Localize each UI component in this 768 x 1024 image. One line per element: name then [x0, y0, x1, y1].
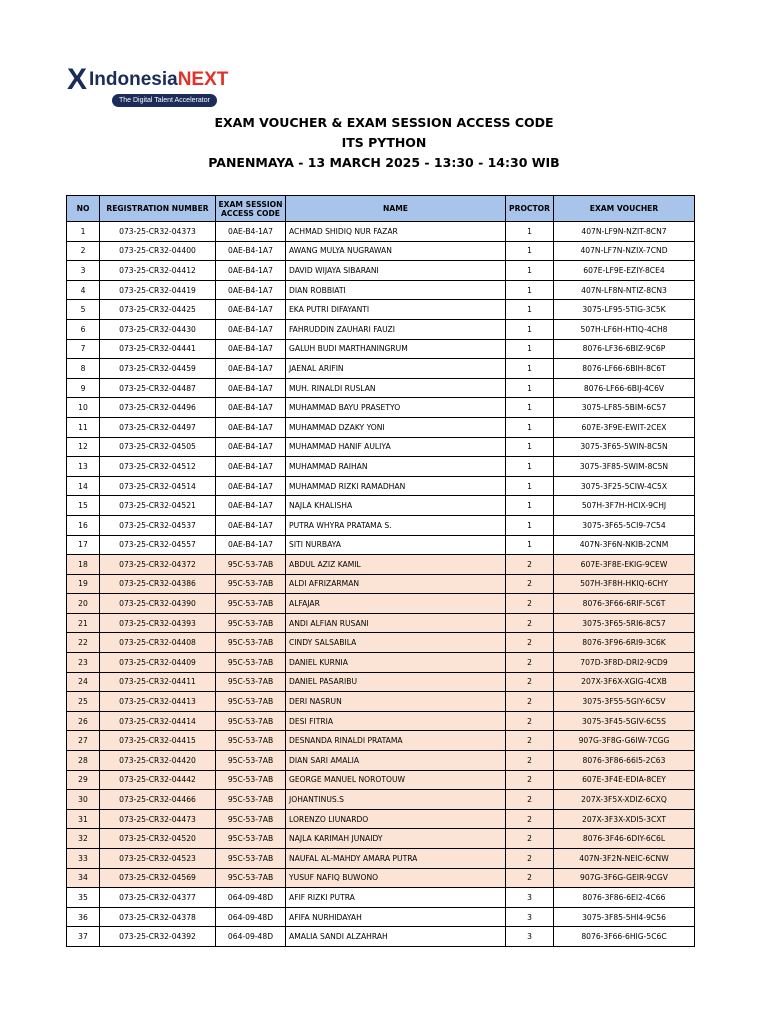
cell-proctor: 1 [506, 222, 554, 242]
cell-name: NAJLA KHALISHA [286, 496, 506, 516]
cell-name: ALDI AFRIZARMAN [286, 574, 506, 594]
cell-name: DESNANDA RINALDI PRATAMA [286, 731, 506, 751]
cell-proctor: 1 [506, 476, 554, 496]
cell-exam-voucher: 3075-3F25-5CIW-4C5X [554, 476, 695, 496]
cell-exam-voucher: 707D-3F8D-DRI2-9CD9 [554, 653, 695, 673]
table-row [67, 907, 695, 927]
cell-proctor: 2 [506, 829, 554, 849]
cell-name: ALFAJAR [286, 594, 506, 614]
cell-access-code: 0AE-B4-1A7 [216, 437, 286, 457]
table-row [67, 437, 695, 457]
header-exam-voucher: EXAM VOUCHER [554, 196, 695, 222]
cell-no: 11 [67, 417, 100, 437]
cell-registration-number: 073-25-CR32-04408 [100, 633, 216, 653]
title-line-1: EXAM VOUCHER & EXAM SESSION ACCESS CODE [214, 115, 554, 130]
cell-name: ANDI ALFIAN RUSANI [286, 613, 506, 633]
table-row [67, 515, 695, 535]
table-row [67, 711, 695, 731]
cell-exam-voucher: 407N-3F2N-NEIC-6CNW [554, 849, 695, 869]
cell-registration-number: 073-25-CR32-04459 [100, 359, 216, 379]
cell-registration-number: 073-25-CR32-04372 [100, 555, 216, 575]
brand-part2: NEXT [177, 69, 229, 90]
cell-access-code: 95C-53-7AB [216, 731, 286, 751]
cell-registration-number: 073-25-CR32-04393 [100, 613, 216, 633]
cell-access-code: 95C-53-7AB [216, 594, 286, 614]
cell-exam-voucher: 207X-3F3X-XDI5-3CXT [554, 809, 695, 829]
table-row [67, 574, 695, 594]
cell-registration-number: 073-25-CR32-04466 [100, 790, 216, 810]
cell-registration-number: 073-25-CR32-04390 [100, 594, 216, 614]
cell-proctor: 1 [506, 457, 554, 477]
cell-exam-voucher: 8076-3F66-6RIF-5C6T [554, 594, 695, 614]
cell-name: MUHAMMAD BAYU PRASETYO [286, 398, 506, 418]
cell-name: MUHAMMAD HANIF AULIYA [286, 437, 506, 457]
header-name: NAME [286, 196, 506, 222]
voucher-table [66, 195, 695, 947]
cell-registration-number: 073-25-CR32-04415 [100, 731, 216, 751]
cell-no: 9 [67, 378, 100, 398]
cell-name: LORENZO LIUNARDO [286, 809, 506, 829]
table-row [67, 339, 695, 359]
cell-name: NAUFAL AL-MAHDY AMARA PUTRA [286, 849, 506, 869]
table-row [67, 731, 695, 751]
brand-tagline: The Digital Talent Accelerator [112, 94, 217, 107]
cell-exam-voucher: 207X-3F5X-XDIZ-6CXQ [554, 790, 695, 810]
cell-no: 33 [67, 849, 100, 869]
cell-access-code: 95C-53-7AB [216, 829, 286, 849]
cell-access-code: 0AE-B4-1A7 [216, 398, 286, 418]
cell-name: DIAN ROBBIATI [286, 280, 506, 300]
table-row [67, 594, 695, 614]
cell-proctor: 1 [506, 241, 554, 261]
cell-registration-number: 073-25-CR32-04377 [100, 888, 216, 908]
cell-proctor: 1 [506, 535, 554, 555]
cell-registration-number: 073-25-CR32-04425 [100, 300, 216, 320]
cell-registration-number: 073-25-CR32-04409 [100, 653, 216, 673]
cell-no: 7 [67, 339, 100, 359]
table-row [67, 359, 695, 379]
header-access-code-line2: ACCESS CODE [221, 208, 280, 218]
cell-exam-voucher: 8076-LF66-6BIJ-4C6V [554, 378, 695, 398]
cell-exam-voucher: 407N-LF8N-NTIZ-8CN3 [554, 280, 695, 300]
header-proctor: PROCTOR [506, 196, 554, 222]
cell-no: 16 [67, 515, 100, 535]
cell-no: 19 [67, 574, 100, 594]
x-logo-icon: X [67, 63, 88, 96]
cell-proctor: 3 [506, 927, 554, 947]
table-row [67, 319, 695, 339]
cell-name: ACHMAD SHIDIQ NUR FAZAR [286, 222, 506, 242]
cell-no: 35 [67, 888, 100, 908]
cell-name: AMALIA SANDI ALZAHRAH [286, 927, 506, 947]
table-row [67, 378, 695, 398]
table-row [67, 241, 695, 261]
cell-no: 20 [67, 594, 100, 614]
cell-exam-voucher: 8076-LF36-6BIZ-9C6P [554, 339, 695, 359]
cell-access-code: 064-09-48D [216, 907, 286, 927]
table-row [67, 672, 695, 692]
cell-registration-number: 073-25-CR32-04521 [100, 496, 216, 516]
cell-no: 2 [67, 241, 100, 261]
cell-access-code: 95C-53-7AB [216, 692, 286, 712]
cell-proctor: 1 [506, 398, 554, 418]
cell-proctor: 2 [506, 594, 554, 614]
cell-access-code: 0AE-B4-1A7 [216, 515, 286, 535]
cell-proctor: 2 [506, 555, 554, 575]
cell-no: 28 [67, 751, 100, 771]
table-row [67, 927, 695, 947]
table-row [67, 770, 695, 790]
cell-exam-voucher: 207X-3F6X-XGIG-4CXB [554, 672, 695, 692]
cell-access-code: 0AE-B4-1A7 [216, 457, 286, 477]
cell-registration-number: 073-25-CR32-04514 [100, 476, 216, 496]
cell-access-code: 95C-53-7AB [216, 555, 286, 575]
cell-exam-voucher: 8076-3F96-6RI9-3C6K [554, 633, 695, 653]
cell-exam-voucher: 407N-LF9N-NZIT-8CN7 [554, 222, 695, 242]
cell-exam-voucher: 607E-3F4E-EDIA-8CEY [554, 770, 695, 790]
cell-registration-number: 073-25-CR32-04412 [100, 261, 216, 281]
brand-name [89, 68, 228, 92]
cell-registration-number: 073-25-CR32-04430 [100, 319, 216, 339]
cell-name: MUH. RINALDI RUSLAN [286, 378, 506, 398]
cell-name: GEORGE MANUEL NOROTOUW [286, 770, 506, 790]
cell-registration-number: 073-25-CR32-04487 [100, 378, 216, 398]
cell-access-code: 95C-53-7AB [216, 770, 286, 790]
cell-proctor: 2 [506, 751, 554, 771]
cell-name: YUSUF NAFIQ BUWONO [286, 868, 506, 888]
header-access-code-line1: EXAM SESSION [218, 199, 283, 209]
cell-access-code: 0AE-B4-1A7 [216, 319, 286, 339]
table-row [67, 476, 695, 496]
table-row [67, 457, 695, 477]
cell-registration-number: 073-25-CR32-04496 [100, 398, 216, 418]
table-row [67, 633, 695, 653]
document-title [0, 113, 768, 173]
cell-name: MUHAMMAD RAIHAN [286, 457, 506, 477]
cell-no: 23 [67, 653, 100, 673]
cell-registration-number: 073-25-CR32-04441 [100, 339, 216, 359]
cell-no: 5 [67, 300, 100, 320]
cell-no: 31 [67, 809, 100, 829]
cell-access-code: 95C-53-7AB [216, 574, 286, 594]
cell-registration-number: 073-25-CR32-04400 [100, 241, 216, 261]
cell-proctor: 2 [506, 731, 554, 751]
cell-no: 36 [67, 907, 100, 927]
cell-exam-voucher: 3075-3F65-5CI9-7C54 [554, 515, 695, 535]
cell-exam-voucher: 507H-3F7H-HCIX-9CHJ [554, 496, 695, 516]
cell-exam-voucher: 8076-3F66-6HIG-5C6C [554, 927, 695, 947]
cell-access-code: 0AE-B4-1A7 [216, 280, 286, 300]
header-registration-number: REGISTRATION NUMBER [100, 196, 216, 222]
cell-name: ABDUL AZIZ KAMIL [286, 555, 506, 575]
cell-registration-number: 073-25-CR32-04420 [100, 751, 216, 771]
cell-access-code: 95C-53-7AB [216, 849, 286, 869]
cell-name: MUHAMMAD DZAKY YONI [286, 417, 506, 437]
cell-no: 6 [67, 319, 100, 339]
cell-access-code: 0AE-B4-1A7 [216, 261, 286, 281]
cell-access-code: 95C-53-7AB [216, 868, 286, 888]
cell-access-code: 0AE-B4-1A7 [216, 496, 286, 516]
cell-proctor: 1 [506, 417, 554, 437]
header-access-code [216, 196, 286, 222]
table-body [67, 222, 695, 947]
cell-name: NAJLA KARIMAH JUNAIDY [286, 829, 506, 849]
cell-access-code: 95C-53-7AB [216, 613, 286, 633]
cell-proctor: 1 [506, 300, 554, 320]
cell-proctor: 1 [506, 378, 554, 398]
cell-proctor: 1 [506, 359, 554, 379]
table-row [67, 790, 695, 810]
cell-exam-voucher: 3075-LF85-5BIM-6C57 [554, 398, 695, 418]
cell-registration-number: 073-25-CR32-04505 [100, 437, 216, 457]
cell-registration-number: 073-25-CR32-04378 [100, 907, 216, 927]
table-row [67, 829, 695, 849]
cell-access-code: 0AE-B4-1A7 [216, 222, 286, 242]
cell-proctor: 2 [506, 711, 554, 731]
cell-proctor: 2 [506, 849, 554, 869]
cell-no: 15 [67, 496, 100, 516]
cell-no: 25 [67, 692, 100, 712]
table-row [67, 417, 695, 437]
table-row [67, 692, 695, 712]
cell-exam-voucher: 8076-3F86-66I5-2C63 [554, 751, 695, 771]
cell-proctor: 1 [506, 319, 554, 339]
cell-proctor: 2 [506, 770, 554, 790]
cell-no: 12 [67, 437, 100, 457]
cell-no: 4 [67, 280, 100, 300]
cell-registration-number: 073-25-CR32-04373 [100, 222, 216, 242]
cell-registration-number: 073-25-CR32-04414 [100, 711, 216, 731]
indonesianext-logo [65, 65, 243, 111]
cell-registration-number: 073-25-CR32-04557 [100, 535, 216, 555]
cell-proctor: 1 [506, 496, 554, 516]
cell-no: 22 [67, 633, 100, 653]
cell-exam-voucher: 507H-LF6H-HTIQ-4CH8 [554, 319, 695, 339]
cell-registration-number: 073-25-CR32-04411 [100, 672, 216, 692]
cell-proctor: 1 [506, 339, 554, 359]
table-row [67, 888, 695, 908]
cell-name: GALUH BUDI MARTHANINGRUM [286, 339, 506, 359]
cell-exam-voucher: 907G-3F8G-G6IW-7CGG [554, 731, 695, 751]
cell-access-code: 95C-53-7AB [216, 809, 286, 829]
cell-access-code: 95C-53-7AB [216, 751, 286, 771]
table-row [67, 653, 695, 673]
cell-access-code: 95C-53-7AB [216, 711, 286, 731]
cell-no: 37 [67, 927, 100, 947]
cell-access-code: 0AE-B4-1A7 [216, 241, 286, 261]
table-row [67, 849, 695, 869]
cell-proctor: 2 [506, 633, 554, 653]
cell-registration-number: 073-25-CR32-04523 [100, 849, 216, 869]
cell-name: SITI NURBAYA [286, 535, 506, 555]
cell-proctor: 1 [506, 280, 554, 300]
cell-no: 26 [67, 711, 100, 731]
cell-exam-voucher: 507H-3F8H-HKIQ-6CHY [554, 574, 695, 594]
cell-proctor: 2 [506, 653, 554, 673]
table-header-row [67, 196, 695, 222]
cell-access-code: 95C-53-7AB [216, 653, 286, 673]
cell-name: DESI FITRIA [286, 711, 506, 731]
cell-name: DANIEL KURNIA [286, 653, 506, 673]
cell-no: 14 [67, 476, 100, 496]
cell-name: PUTRA WHYRA PRATAMA S. [286, 515, 506, 535]
cell-access-code: 95C-53-7AB [216, 672, 286, 692]
cell-no: 1 [67, 222, 100, 242]
cell-exam-voucher: 407N-LF7N-NZIX-7CND [554, 241, 695, 261]
cell-no: 18 [67, 555, 100, 575]
cell-name: DIAN SARI AMALIA [286, 751, 506, 771]
cell-no: 34 [67, 868, 100, 888]
cell-access-code: 0AE-B4-1A7 [216, 535, 286, 555]
cell-name: AFIF RIZKI PUTRA [286, 888, 506, 908]
cell-exam-voucher: 3075-3F85-5WIM-8C5N [554, 457, 695, 477]
cell-no: 13 [67, 457, 100, 477]
cell-no: 10 [67, 398, 100, 418]
cell-access-code: 0AE-B4-1A7 [216, 476, 286, 496]
table-row [67, 868, 695, 888]
cell-registration-number: 073-25-CR32-04392 [100, 927, 216, 947]
cell-access-code: 95C-53-7AB [216, 633, 286, 653]
cell-exam-voucher: 3075-3F45-5GIV-6C5S [554, 711, 695, 731]
cell-proctor: 2 [506, 672, 554, 692]
title-line-2: ITS PYTHON [341, 135, 427, 150]
cell-registration-number: 073-25-CR32-04520 [100, 829, 216, 849]
cell-registration-number: 073-25-CR32-04512 [100, 457, 216, 477]
cell-exam-voucher: 3075-3F65-5WIN-8C5N [554, 437, 695, 457]
cell-name: AWANG MULYA NUGRAWAN [286, 241, 506, 261]
cell-proctor: 1 [506, 515, 554, 535]
cell-exam-voucher: 607E-LF9E-EZIY-8CE4 [554, 261, 695, 281]
cell-no: 24 [67, 672, 100, 692]
cell-exam-voucher: 3075-3F65-5RI6-8C57 [554, 613, 695, 633]
cell-exam-voucher: 3075-LF95-5TIG-3C5K [554, 300, 695, 320]
cell-access-code: 0AE-B4-1A7 [216, 359, 286, 379]
cell-no: 8 [67, 359, 100, 379]
cell-access-code: 0AE-B4-1A7 [216, 378, 286, 398]
cell-name: FAHRUDDIN ZAUHARI FAUZI [286, 319, 506, 339]
cell-proctor: 2 [506, 692, 554, 712]
cell-registration-number: 073-25-CR32-04569 [100, 868, 216, 888]
table-row [67, 809, 695, 829]
table-row [67, 555, 695, 575]
cell-exam-voucher: 8076-LF66-6BIH-8C6T [554, 359, 695, 379]
table-row [67, 280, 695, 300]
cell-name: EKA PUTRI DIFAYANTI [286, 300, 506, 320]
cell-registration-number: 073-25-CR32-04537 [100, 515, 216, 535]
table-row [67, 222, 695, 242]
cell-name: DAVID WIJAYA SIBARANI [286, 261, 506, 281]
cell-proctor: 2 [506, 868, 554, 888]
cell-registration-number: 073-25-CR32-04386 [100, 574, 216, 594]
cell-exam-voucher: 3075-3F55-5GIY-6C5V [554, 692, 695, 712]
cell-name: CINDY SALSABILA [286, 633, 506, 653]
cell-access-code: 95C-53-7AB [216, 790, 286, 810]
cell-name: DANIEL PASARIBU [286, 672, 506, 692]
cell-proctor: 2 [506, 613, 554, 633]
cell-proctor: 1 [506, 261, 554, 281]
cell-registration-number: 073-25-CR32-04413 [100, 692, 216, 712]
cell-name: DERI NASRUN [286, 692, 506, 712]
cell-exam-voucher: 3075-3F85-5HI4-9C56 [554, 907, 695, 927]
cell-name: JOHANTINUS.S [286, 790, 506, 810]
cell-name: MUHAMMAD RIZKI RAMADHAN [286, 476, 506, 496]
cell-access-code: 0AE-B4-1A7 [216, 417, 286, 437]
cell-name: JAENAL ARIFIN [286, 359, 506, 379]
cell-proctor: 3 [506, 888, 554, 908]
cell-proctor: 2 [506, 809, 554, 829]
table-row [67, 261, 695, 281]
cell-exam-voucher: 407N-3F6N-NKIB-2CNM [554, 535, 695, 555]
cell-no: 3 [67, 261, 100, 281]
cell-proctor: 1 [506, 437, 554, 457]
cell-proctor: 3 [506, 907, 554, 927]
cell-registration-number: 073-25-CR32-04497 [100, 417, 216, 437]
table-row [67, 535, 695, 555]
brand-part1: Indonesia [89, 69, 178, 90]
table-row [67, 496, 695, 516]
cell-no: 32 [67, 829, 100, 849]
cell-registration-number: 073-25-CR32-04473 [100, 809, 216, 829]
cell-no: 17 [67, 535, 100, 555]
header-no: NO [67, 196, 100, 222]
cell-proctor: 2 [506, 574, 554, 594]
cell-proctor: 2 [506, 790, 554, 810]
cell-access-code: 0AE-B4-1A7 [216, 300, 286, 320]
cell-exam-voucher: 8076-3F46-6DIY-6C6L [554, 829, 695, 849]
cell-name: AFIFA NURHIDAYAH [286, 907, 506, 927]
cell-access-code: 064-09-48D [216, 927, 286, 947]
cell-exam-voucher: 607E-3F8E-EKIG-9CEW [554, 555, 695, 575]
cell-no: 21 [67, 613, 100, 633]
cell-access-code: 0AE-B4-1A7 [216, 339, 286, 359]
cell-exam-voucher: 8076-3F86-6EI2-4C66 [554, 888, 695, 908]
table-row [67, 300, 695, 320]
title-line-3: PANENMAYA - 13 MARCH 2025 - 13:30 - 14:30 WIB [208, 155, 560, 170]
cell-exam-voucher: 907G-3F6G-GEIR-9CGV [554, 868, 695, 888]
cell-exam-voucher: 607E-3F9E-EWIT-2CEX [554, 417, 695, 437]
cell-no: 29 [67, 770, 100, 790]
cell-registration-number: 073-25-CR32-04442 [100, 770, 216, 790]
cell-access-code: 064-09-48D [216, 888, 286, 908]
table-row [67, 751, 695, 771]
table-row [67, 613, 695, 633]
cell-no: 30 [67, 790, 100, 810]
table-row [67, 398, 695, 418]
cell-registration-number: 073-25-CR32-04419 [100, 280, 216, 300]
cell-no: 27 [67, 731, 100, 751]
